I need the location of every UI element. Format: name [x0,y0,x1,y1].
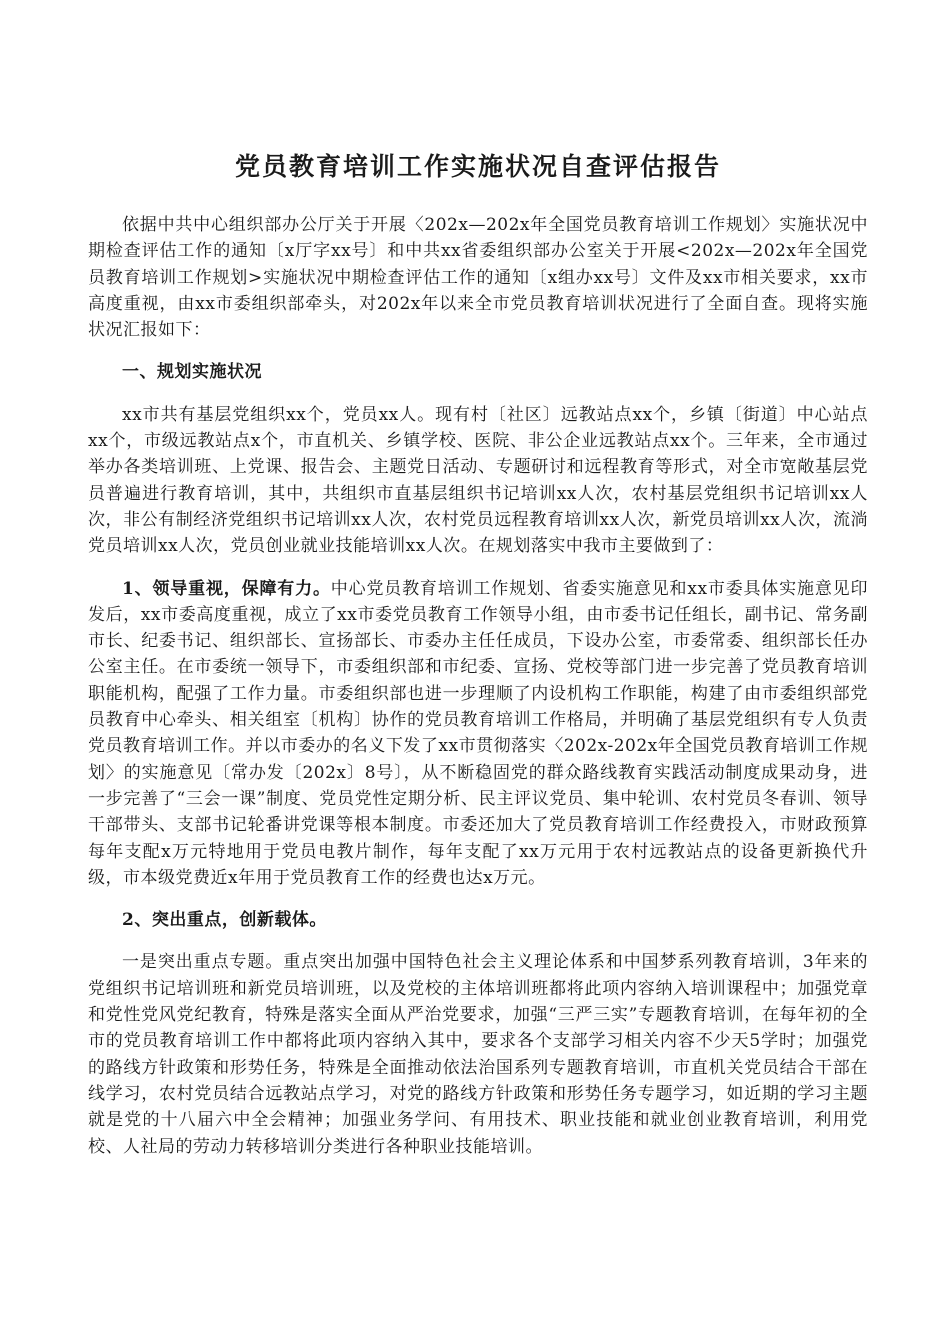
point-1-paragraph [88,576,868,892]
document-title: 党员教育培训工作实施状况自查评估报告 [234,152,721,181]
point-2-paragraph: 一是突出重点专题。重点突出加强中国特色社会主义理论体系和中国梦系列教育培训，3年来的党组织书记培训班和新党员培训班，以及党校的主体培训班都将此项内容纳入培训课程中；加强党章和党性党风党纪教育，特殊是落实全面从严治党要求，加强“三严三实”专题教育培训，在每年初的全市的党员教育培训工作中都将此项内容纳入其中，要求各个支部学习相关内容不少天5学时；加强党的路线方针政策和形势任务，特殊是全面推动依法治国系列专题教育培训，市直机关党员结合干部在线学习，农村党员结合远教站点学习，对党的路线方针政策和形势任务专题学习，如近期的学习主题就是党的十八届六中全会精神；加强业务学问、有用技术、职业技能和就业创业教育培训，利用党校、人社局的劳动力转移培训分类进行各种职业技能培训。 [88,952,868,1157]
document-page [88,150,868,1176]
intro-paragraph: 依据中共中心组织部办公厅关于开展〈202x—202x年全国党员教育培训工作规划〉实施状况中期检查评估工作的通知〔x厅字xx号〕和中共xx省委组织部办公室关于开展<202x—202x年全国党员教育培训工作规划>实施状况中期检查评估工作的通知〔x组办xx号〕文件及xx市相关要求，xx市高度重视，由xx市委组织部牵头，对202x年以来全市党员教育培训状况进行了全面自查。现将实施状况汇报如下： [88,215,868,341]
point-1-body: 中心党员教育培训工作规划、省委实施意见和xx市委具体实施意见印发后，xx市委高度重视，成立了xx市委党员教育工作领导小组，由市委书记任组长，副书记、常务副市长、纪委书记、组织部长、宣扬部长、市委办主任任成员，下设办公室，市委常委、组织部长任办公室主任。在市委统一领导下，市委组织部和市纪委、宣扬、党校等部门进一步完善了党员教育培训职能机构，配强了工作力量。市委组织部也进一步理顺了内设机构工作职能，构建了由市委组织部党员教育中心牵头、相关组室〔机构〕协作的党员教育培训工作格局，并明确了基层党组织有专人负责党员教育培训工作。并以市委办的名义下发了xx市贯彻落实〈202x-202x年全国党员教育培训工作规划〉的实施意见〔常办发〔202x〕8号〕，从不断稳固党的群众路线教育实践活动制度成果动身，进一步完善了“三会一课”制度、党员党性定期分析、民主评议党员、集中轮训、农村党员冬春训、领导干部带头、支部书记轮番讲党课等根本制度。市委还加大了党员教育培训工作经费投入，市财政预算每年支配x万元特地用于党员电教片制作，每年支配了xx万元用于农村远教站点的设备更新换代升级，市本级党费近x年用于党员教育工作的经费也达x万元。 [88,578,868,888]
point-1-lead: 1、领导重视，保障有力。 [122,578,331,599]
point-2-heading: 2、突出重点，创新载体。 [122,910,327,931]
section-1-heading: 一、规划实施状况 [122,362,262,383]
section-1-paragraph: xx市共有基层党组织xx个，党员xx人。现有村〔社区〕远教站点xx个，乡镇〔街道〕中心站点xx个，市级远教站点x个，市直机关、乡镇学校、医院、非公企业远教站点xx个。三年来，全市通过举办各类培训班、上党课、报告会、主题党日活动、专题研讨和远程教育等形式，对全市宽敞基层党员普遍进行教育培训，其中，共组织市直基层组织书记培训xx人次，农村基层党组织书记培训xx人次，非公有制经济党组织书记培训xx人次，农村党员远程教育培训xx人次，新党员培训xx人次，流淌党员培训xx人次，党员创业就业技能培训xx人次。在规划落实中我市主要做到了： [88,404,868,557]
